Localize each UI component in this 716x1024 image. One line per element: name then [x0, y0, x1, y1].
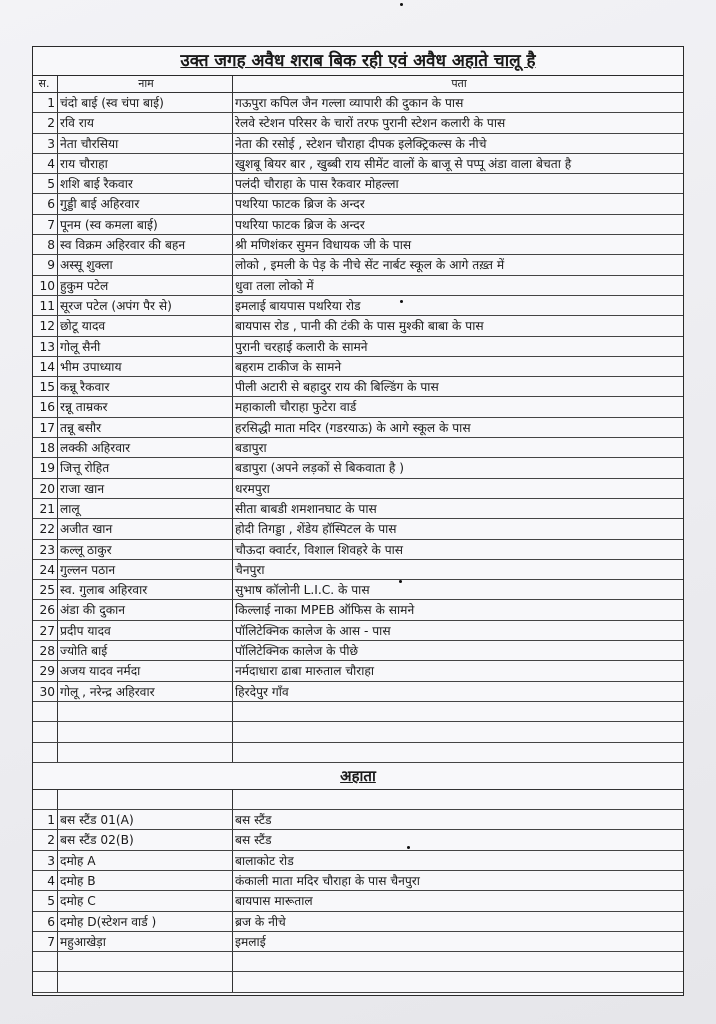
- name-cell: ज्योति बाई: [58, 641, 233, 660]
- address-cell: नर्मदाधारा ढाबा मारुताल चौराहा: [235, 664, 374, 679]
- ink-dot: [400, 300, 403, 303]
- header-name: नाम: [58, 76, 233, 92]
- name-cell: दमोह D(स्टेशन वार्ड ): [58, 912, 233, 931]
- name-cell: तन्नू बसौर: [58, 418, 233, 437]
- ahata-row: [33, 810, 683, 830]
- table-row: [33, 560, 683, 580]
- ink-dot: [399, 580, 402, 583]
- serial-cell: 15: [33, 377, 58, 396]
- serial-cell: 7: [33, 932, 58, 951]
- page-title: [33, 47, 683, 76]
- name-cell: रवि राय: [58, 113, 233, 132]
- serial-cell: 1: [33, 93, 58, 112]
- ahata-row: [33, 830, 683, 850]
- table-row: [33, 93, 683, 113]
- address-cell: बालाकोट रोड: [235, 853, 294, 868]
- name-cell: रन्नू ताम्रकर: [58, 397, 233, 416]
- blank-row: [33, 790, 683, 810]
- name-cell: कल्लू ठाकुर: [58, 540, 233, 559]
- serial-cell: 16: [33, 397, 58, 416]
- table-row: [33, 276, 683, 296]
- name-cell: पूनम (स्व कमला बाई): [58, 215, 233, 234]
- address-cell: पथरिया फाटक ब्रिज के अन्दर: [235, 217, 365, 232]
- address-cell: पलंदी चौराहा के पास रैकवार मोहल्ला: [235, 177, 399, 192]
- blank-row: [33, 722, 683, 742]
- name-cell: राय चौराहा: [58, 154, 233, 173]
- address-cell: हिरदेपुर गाँव: [235, 684, 289, 699]
- address-cell: इमलाई: [235, 934, 266, 949]
- serial-cell: 6: [33, 912, 58, 931]
- address-cell: होदी तिगड्डा , शेंडेय हॉस्पिटल के पास: [235, 522, 397, 537]
- serial-cell: 20: [33, 479, 58, 498]
- address-cell: धुवा तला लोको में: [235, 278, 314, 293]
- address-cell: गऊपुरा कपिल जैन गल्ला व्यापारी की दुकान के पास: [235, 96, 464, 110]
- serial-cell: 17: [33, 418, 58, 437]
- name-cell: राजा खान: [58, 479, 233, 498]
- table-row: [33, 357, 683, 377]
- table-row: [33, 337, 683, 357]
- serial-cell: 18: [33, 438, 58, 457]
- table-row: [33, 540, 683, 560]
- serial-cell: 19: [33, 458, 58, 477]
- address-cell: महाकाली चौराहा फुटेरा वार्ड: [235, 400, 357, 415]
- serial-cell: 30: [33, 682, 58, 701]
- header-address: पता: [451, 77, 467, 90]
- serial-cell: 29: [33, 661, 58, 680]
- name-cell: जित्तू रोहित: [58, 458, 233, 477]
- serial-cell: 2: [33, 113, 58, 132]
- name-cell: गुल्लन पठान: [58, 560, 233, 579]
- table-row: [33, 479, 683, 499]
- name-cell: चंदो बाई (स्व चंपा बाई): [58, 93, 233, 112]
- address-cell: रेलवे स्टेशन परिसर के चारों तरफ पुरानी स्टेशन कलारी के पास: [235, 116, 506, 131]
- name-cell: अस्सू शुक्ला: [58, 255, 233, 274]
- address-cell: बस स्टैंड: [235, 813, 272, 828]
- name-cell: गोलू , नरेन्द्र अहिरवार: [58, 682, 233, 701]
- blank-row: [33, 743, 683, 763]
- table-row: [33, 174, 683, 194]
- address-cell: बायपास रोड , पानी की टंकी के पास मुश्की बाबा के पास: [235, 319, 484, 334]
- serial-cell: 7: [33, 215, 58, 234]
- table-row: [33, 377, 683, 397]
- name-cell: भीम उपाध्याय: [58, 357, 233, 376]
- table-row: [33, 113, 683, 133]
- name-cell: गुड्डी बाई अहिरवार: [58, 194, 233, 213]
- name-cell: अंडा की दुकान: [58, 600, 233, 619]
- serial-cell: 3: [33, 134, 58, 153]
- serial-cell: 5: [33, 891, 58, 910]
- address-cell: इमलाई बायपास पथरिया रोड: [235, 298, 361, 313]
- serial-cell: 28: [33, 641, 58, 660]
- table-row: [33, 621, 683, 641]
- table-header: [33, 76, 683, 93]
- table-row: [33, 418, 683, 438]
- name-cell: हुकुम पटेल: [58, 276, 233, 295]
- name-cell: महुआखेड़ा: [58, 932, 233, 951]
- serial-cell: 26: [33, 600, 58, 619]
- address-cell: नेता की रसोई , स्टेशन चौराहा दीपक इलेक्ट्रिकल्स के नीचे: [235, 136, 487, 151]
- address-cell: किल्लाई नाका MPEB ऑफिस के सामने: [235, 603, 415, 618]
- table-row: [33, 154, 683, 174]
- address-cell: बडापुरा (अपने लड़कों से बिकवाता है ): [235, 461, 404, 476]
- address-cell: पॉलिटेक्निक कालेज के आस - पास: [235, 623, 391, 638]
- serial-cell: 2: [33, 830, 58, 849]
- table-row: [33, 600, 683, 620]
- address-cell: खुशबू बियर बार , खुब्बी राय सीमेंट वालों के बाजू से पप्पू अंडा वाला बेचता है: [235, 156, 572, 171]
- blank-row: [33, 952, 683, 972]
- ahata-row: [33, 912, 683, 932]
- ahata-table-body: [33, 810, 683, 952]
- main-table-body: [33, 93, 683, 702]
- address-cell: पॉलिटेक्निक कालेज के पीछे: [235, 644, 359, 659]
- address-cell: बायपास मारूताल: [235, 894, 313, 909]
- table-row: [33, 458, 683, 478]
- table-row: [33, 682, 683, 702]
- serial-cell: 10: [33, 276, 58, 295]
- serial-cell: 8: [33, 235, 58, 254]
- name-cell: सूरज पटेल (अपंग पैर से): [58, 296, 233, 315]
- serial-cell: 24: [33, 560, 58, 579]
- name-cell: दमोह C: [58, 891, 233, 910]
- address-cell: चैनपुरा: [235, 562, 265, 577]
- address-cell: पीली अटारी से बहादुर राय की बिल्डिंग के पास: [235, 380, 439, 395]
- serial-cell: 25: [33, 580, 58, 599]
- name-cell: लक्की अहिरवार: [58, 438, 233, 457]
- serial-cell: 23: [33, 540, 58, 559]
- serial-cell: 12: [33, 316, 58, 335]
- address-cell: कंकाली माता मदिर चौराहा के पास चैनपुरा: [235, 873, 420, 888]
- document-sheet: [32, 46, 684, 996]
- serial-cell: 9: [33, 255, 58, 274]
- address-cell: बस स्टैंड: [235, 833, 272, 848]
- table-row: [33, 215, 683, 235]
- ahata-row: [33, 891, 683, 911]
- address-cell: पथरिया फाटक ब्रिज के अन्दर: [235, 197, 365, 212]
- name-cell: छोटू यादव: [58, 316, 233, 335]
- serial-cell: 21: [33, 499, 58, 518]
- address-cell: सुभाष कॉलोनी L.I.C. के पास: [235, 583, 370, 598]
- ink-dot: [400, 3, 403, 6]
- ahata-row: [33, 932, 683, 952]
- name-cell: अजीत खान: [58, 519, 233, 538]
- name-cell: नेता चौरसिया: [58, 134, 233, 153]
- table-row: [33, 235, 683, 255]
- serial-cell: 14: [33, 357, 58, 376]
- table-row: [33, 134, 683, 154]
- serial-cell: 5: [33, 174, 58, 193]
- table-row: [33, 499, 683, 519]
- ahata-title-text: अहाता: [340, 766, 376, 785]
- serial-cell: 13: [33, 337, 58, 356]
- table-row: [33, 296, 683, 316]
- ahata-row: [33, 851, 683, 871]
- name-cell: प्रदीप यादव: [58, 621, 233, 640]
- serial-cell: 22: [33, 519, 58, 538]
- ink-dot: [407, 846, 410, 849]
- ahata-row: [33, 871, 683, 891]
- table-row: [33, 255, 683, 275]
- name-cell: बस स्टैंड 01(A): [58, 810, 233, 829]
- address-cell: सीता बाबडी शमशानघाट के पास: [235, 501, 377, 516]
- address-cell: ब्रज के नीचे: [235, 914, 286, 929]
- serial-cell: 4: [33, 154, 58, 173]
- header-serial: स.: [33, 76, 58, 92]
- table-row: [33, 519, 683, 539]
- address-cell: पुरानी चरहाई कलारी के सामने: [235, 339, 368, 354]
- table-row: [33, 397, 683, 417]
- name-cell: अजय यादव नर्मदा: [58, 661, 233, 680]
- address-cell: श्री मणिशंकर सुमन विधायक जी के पास: [235, 238, 412, 253]
- name-cell: गोलू सैनी: [58, 337, 233, 356]
- table-row: [33, 661, 683, 681]
- table-row: [33, 194, 683, 214]
- table-row: [33, 316, 683, 336]
- name-cell: स्व. गुलाब अहिरवार: [58, 580, 233, 599]
- table-row: [33, 438, 683, 458]
- name-cell: बस स्टैंड 02(B): [58, 830, 233, 849]
- blank-row: [33, 702, 683, 722]
- table-row: [33, 641, 683, 661]
- address-cell: लोको , इमली के पेड़ के नीचे सेंट नार्बट स्कूल के आगे तख़्त में: [235, 258, 505, 273]
- serial-cell: 3: [33, 851, 58, 870]
- name-cell: कन्नू रैकवार: [58, 377, 233, 396]
- serial-cell: 11: [33, 296, 58, 315]
- table-row: [33, 580, 683, 600]
- ahata-section-title: [33, 763, 683, 790]
- name-cell: शशि बाई रैकवार: [58, 174, 233, 193]
- address-cell: बहराम टाकीज के सामने: [235, 359, 342, 374]
- name-cell: दमोह A: [58, 851, 233, 870]
- address-cell: चौऊदा क्वार्टर, विशाल शिवहरे के पास: [235, 542, 404, 557]
- name-cell: लालू: [58, 499, 233, 518]
- name-cell: स्व विक्रम अहिरवार की बहन: [58, 235, 233, 254]
- name-cell: दमोह B: [58, 871, 233, 890]
- serial-cell: 27: [33, 621, 58, 640]
- address-cell: हरसिद्धी माता मदिर (गडरयाऊ) के आगे स्कूल के पास: [235, 420, 471, 435]
- address-cell: बडापुरा: [235, 441, 267, 456]
- blank-row: [33, 972, 683, 992]
- title-text: उक्त जगह अवैध शराब बिक रही एवं अवैध अहाते चालू है: [180, 51, 536, 71]
- serial-cell: 1: [33, 810, 58, 829]
- serial-cell: 4: [33, 871, 58, 890]
- address-cell: धरमपुरा: [235, 481, 270, 496]
- serial-cell: 6: [33, 194, 58, 213]
